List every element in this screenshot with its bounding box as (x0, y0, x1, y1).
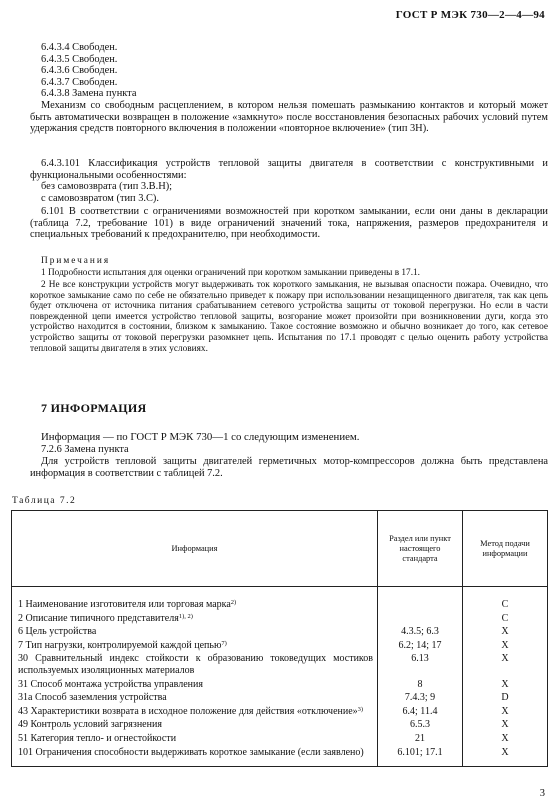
info-table (11, 510, 548, 767)
table-cell-clause (378, 690, 463, 704)
table-row (12, 745, 548, 767)
table-cell-info (12, 745, 378, 767)
table-cell-clause-text: 4.3.5; 6.3 (401, 626, 439, 638)
table-cell-method-text: C (501, 599, 509, 610)
table-cell-method (463, 731, 548, 745)
table-cell-method-text: X (501, 719, 509, 731)
table-cell-clause-text: 6.13 (411, 653, 429, 665)
section-title: 7 ИНФОРМАЦИЯ (41, 401, 147, 415)
footnote-ref: 7) (221, 639, 227, 647)
table-cell-method (463, 587, 548, 611)
table-cell-method (463, 677, 548, 691)
table-cell-info-text: 31a Способ заземления устройства (18, 692, 167, 704)
table-row (12, 704, 548, 718)
option-auto-reset: с самовозвратом (тип 3.С). (41, 193, 159, 204)
table-cell-clause (378, 677, 463, 691)
item-6438: 6.4.3.8 Замена пункта (41, 88, 137, 100)
table-cell-method-text: X (501, 746, 509, 758)
table-cell-info-text: 31 Способ монтажа устройства управления (18, 678, 203, 690)
table-cell-info-text: 1 Наименование изготовителя или торговая марка (18, 599, 231, 610)
table-cell-method-text: X (501, 653, 509, 665)
table-cell-method (463, 717, 548, 731)
table-cell-info (12, 704, 378, 718)
table-cell-clause-text: 6.101; 17.1 (397, 746, 443, 758)
table-cell-info (12, 731, 378, 745)
note-1: 1 Подробности испытания для оценки ограничений при коротком замыкании приведены в 17.1. (41, 268, 421, 278)
document-header: ГОСТ Р МЭК 730—2—4—94 (395, 9, 545, 21)
table-caption: Таблица 7.2 (12, 496, 77, 506)
table-cell-method-text: X (501, 678, 509, 690)
item-726: 7.2.6 Замена пункта (41, 444, 129, 455)
table-cell-clause (378, 638, 463, 652)
table-cell-clause-text: 6.5.3 (410, 719, 430, 731)
table-cell-info (12, 651, 378, 676)
table-cell-info (12, 677, 378, 691)
table-cell-clause (378, 611, 463, 625)
table-cell-method-text: X (501, 705, 509, 717)
table-cell-info-text: 2 Описание типичного представителя (18, 612, 179, 624)
paragraph-mechanism: Механизм со свободным расцеплением, в котором нельзя помешать размыканию контактов и который может быть автоматически возвращен в положение «замкнуто» после восстановления безопасных рабочих условий путем удержания средств повторного включения в положении «повторное включение» (тип 3Н). (30, 100, 548, 135)
table-cell-info-text: 43 Характеристики возврата в исходное положение для действия «отключение» (18, 705, 358, 717)
table-cell-info-text: 6 Цель устройства (18, 626, 97, 638)
table-cell-clause-text: 8 (417, 678, 423, 690)
table-row (12, 587, 548, 611)
table-row (12, 717, 548, 731)
paragraph-6101: 6.101 В соответствии с ограничениями возможностей при коротком замыкании, если они даны в декларации (таблица 7.2, требование 101) в виде ограничений значений тока, напряжения, размеров предохранителя и специальных требований к предохранителю, при необходимости. (30, 206, 548, 241)
table-cell-method (463, 690, 548, 704)
header-method: Метод подачи информации (463, 511, 548, 587)
table-cell-info-text: 49 Контроль условий загрязнения (18, 719, 162, 731)
table-cell-method (463, 611, 548, 625)
items-top-list (41, 42, 241, 100)
table-row (12, 638, 548, 652)
option-no-reset: без самовозврата (тип 3.В.Н); (41, 181, 173, 192)
table-cell-clause (378, 717, 463, 731)
notes-title: Примечания (41, 256, 111, 266)
page-number: 3 (539, 788, 545, 800)
info-line: Информация — по ГОСТ Р МЭК 730—1 со следующим изменением. (41, 431, 360, 443)
table-cell-method (463, 651, 548, 676)
table-cell-method-text: X (501, 732, 509, 744)
table-cell-info-text: 51 Категория тепло- и огнестойкости (18, 732, 177, 744)
table-cell-clause-text: 21 (415, 732, 425, 744)
table-row (12, 624, 548, 638)
table-row (12, 611, 548, 625)
table-cell-method-text: X (501, 626, 509, 638)
table-row (12, 690, 548, 704)
table-cell-info (12, 717, 378, 731)
table-cell-clause (378, 745, 463, 767)
table-cell-info (12, 587, 378, 611)
table-cell-info-text: 30 Сравнительный индекс стойкости к образованию токоведущих мостиков используемых изоляционных материалов (18, 653, 373, 676)
item-6437: 6.4.3.7 Свободен. (41, 76, 118, 88)
table-cell-info-text: 7 Тип нагрузки, контролируемой каждой цепью (18, 639, 222, 651)
table-cell-method (463, 704, 548, 718)
table-cell-info (12, 624, 378, 638)
footnote-ref: 2) (230, 599, 237, 606)
table-cell-method (463, 745, 548, 767)
table-cell-clause (378, 587, 463, 611)
table-cell-info (12, 638, 378, 652)
footnote-ref: 1), 2) (178, 612, 193, 620)
table-cell-method-text: C (501, 612, 509, 624)
table-cell-method (463, 638, 548, 652)
footnote-ref: 3) (357, 705, 364, 713)
table-cell-clause-text: 7.4.3; 9 (404, 692, 436, 704)
header-clause: Раздел или пункт настоящего стандарта (378, 511, 463, 587)
table-cell-method-text: X (501, 639, 509, 651)
table-row (12, 651, 548, 676)
table-row (12, 677, 548, 691)
table-cell-info (12, 611, 378, 625)
table-cell-method-text: D (501, 692, 509, 704)
table-cell-clause (378, 624, 463, 638)
item-6435: 6.4.3.5 Свободен. (41, 53, 118, 65)
table-cell-method (463, 624, 548, 638)
table-cell-info-text: 101 Ограничения способности выдерживать короткое замыкание (если заявлено) (18, 746, 364, 758)
table-cell-info (12, 690, 378, 704)
paragraph-726: Для устройств тепловой защиты двигателей герметичных мотор-компрессоров должна быть представлена информация в соответствии с таблицей 7.2. (30, 456, 548, 479)
item-6434: 6.4.3.4 Свободен. (41, 42, 118, 53)
table-cell-clause (378, 731, 463, 745)
table-cell-clause (378, 651, 463, 676)
paragraph-classification: 6.4.3.101 Классификация устройств тепловой защиты двигателя в соответствии с конструктивными и функциональными особенностями: (30, 158, 548, 181)
table-row (12, 731, 548, 745)
item-6436: 6.4.3.6 Свободен. (41, 65, 118, 77)
header-info: Информация (12, 511, 378, 587)
table-cell-clause (378, 704, 463, 718)
table-cell-clause-text: 6.4; 11.4 (402, 705, 438, 717)
table-cell-clause-text: 6.2; 14; 17 (398, 639, 442, 651)
note-2: 2 Не все конструкции устройств могут выдерживать ток короткого замыкания, не вызывая опасности пожара. Очевидно, что короткое замыкание само по себе не обязательно приведет к пожару при использовании незащищенного двигателя, так как цепь будет отключена от источника питания срабатыванием сетевого устройства защиты от токовой перегрузки. Но если в части поврежденной цепи имеется устройство тепловой защиты, возгорание может произойти при возникновении дуги, когда это устройство находится в состоянии, близком к замыканию. Такое состояние возможно и обычно возникает до того, как сетевое устройство защиты от токовой перегрузки разомкнет цепь. Испытания по 17.1 проводят с целью оценить работу устройства тепловой защиты двигателя в этих условиях. (30, 280, 548, 354)
